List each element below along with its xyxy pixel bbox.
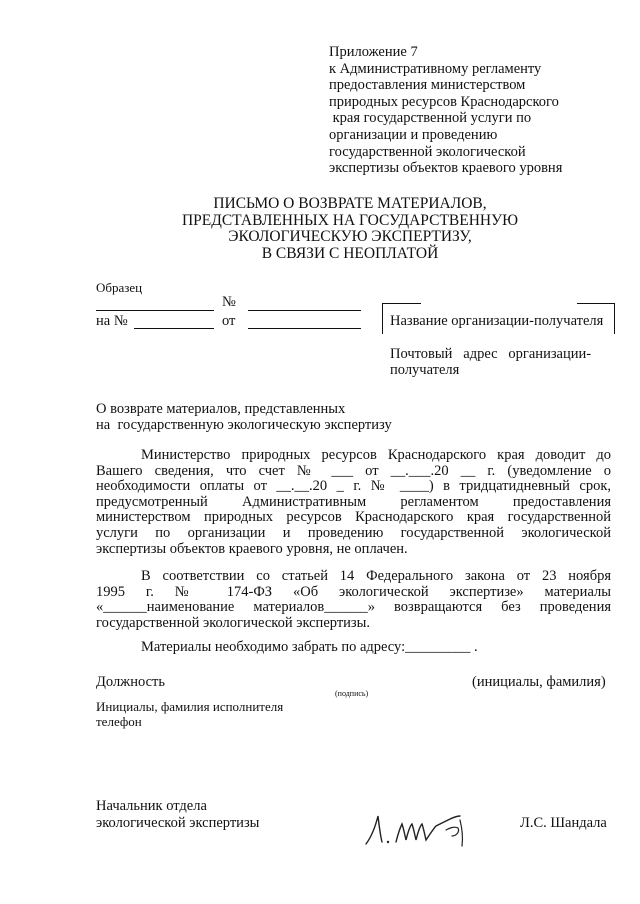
recipient-address: Почтовый адрес организации- [390, 346, 592, 362]
document-title [0, 196, 640, 262]
position-label: Должность [96, 674, 165, 690]
sample-label: Образец [96, 280, 143, 295]
paragraph-line: Вашего сведения, что счет № ___ от __.___.20 __ г. (уведомление о [96, 462, 611, 479]
recipient-org: Название организации-получателя [390, 313, 604, 329]
appendix-line: Приложение 7 [329, 44, 418, 60]
paragraph-line: необходимости оплаты от __.__.20 _ г. № ____) в тридцатидневный срок, [96, 478, 611, 495]
pickup-address-line: Материалы необходимо забрать по адресу:_________ . [141, 639, 478, 655]
subject-line: на государственную экологическую экспертизу [96, 417, 392, 433]
subject-line: О возврате материалов, представленных [96, 401, 346, 417]
paragraph-line: министерством природных ресурсов Краснодарского края государственной [96, 509, 611, 526]
number-sign: № [222, 294, 236, 310]
outgoing-date-line [96, 310, 214, 311]
executor-phone: телефон [96, 714, 142, 729]
paragraph-line: предусмотренный Административным регламентом предоставления [96, 493, 611, 510]
appendix-line: предоставления министерством [329, 77, 526, 94]
paragraph-line: Министерство природных ресурсов Краснодарского края доводит до [141, 447, 611, 463]
incoming-number-line [134, 328, 214, 329]
head-title: Начальник отдела [96, 798, 207, 814]
appendix-line: края государственной услуги по [329, 110, 532, 127]
recipient-address-cont: получателя [390, 362, 460, 378]
title-line: ЭКОЛОГИЧЕСКУЮ ЭКСПЕРТИЗУ, [228, 228, 472, 246]
paragraph-line: экспертизы объектов краевого уровня, не оплачен. [96, 540, 408, 557]
title-line: ПРЕДСТАВЛЕННЫХ НА ГОСУДАРСТВЕННУЮ [181, 211, 519, 229]
title-line: ПИСЬМО О ВОЗВРАТЕ МАТЕРИАЛОВ, [213, 195, 487, 212]
appendix-line: экспертизы объектов краевого уровня [329, 160, 563, 177]
body-paragraph [96, 569, 611, 631]
initials-label: (инициалы, фамилия) [472, 674, 606, 690]
appendix-block [329, 44, 562, 177]
recipient-corner-left [382, 303, 383, 334]
head-name: Л.С. Шандала [520, 815, 607, 831]
from-label: от [222, 313, 236, 329]
paragraph-line: «______наименование материалов______» возвращаются без проведения [96, 599, 611, 616]
paragraph-line: услуги по организации и проведению государственной экологической [96, 524, 611, 541]
appendix-line: природных ресурсов Краснодарского [329, 93, 559, 110]
title-line: В СВЯЗИ С НЕОПЛАТОЙ [261, 244, 439, 262]
appendix-line: к Административному регламенту [329, 60, 542, 77]
on-number-label: на № [96, 313, 128, 329]
handwritten-signature [362, 806, 472, 848]
signature-caption: (подпись) [335, 689, 369, 698]
executor-name: Инициалы, фамилия исполнителя [96, 699, 284, 714]
head-department: экологической экспертизы [96, 815, 260, 831]
outgoing-number-line [248, 310, 361, 311]
appendix-line: организации и проведению [329, 126, 498, 143]
paragraph-line: В соответствии со статьей 14 Федерального закона от 23 ноября [141, 568, 611, 584]
incoming-date-line [248, 328, 361, 329]
paragraph-line: государственной экологической экспертизы. [96, 614, 371, 631]
appendix-line: государственной экологической [329, 143, 526, 160]
recipient-corner-top-left [382, 303, 421, 304]
recipient-corner-right [614, 303, 615, 334]
paragraph-line: 1995 г. № 174-ФЗ «Об экологической экспертизе» материалы [96, 583, 611, 600]
body-paragraph [96, 448, 611, 557]
recipient-corner-top-right [577, 303, 615, 304]
